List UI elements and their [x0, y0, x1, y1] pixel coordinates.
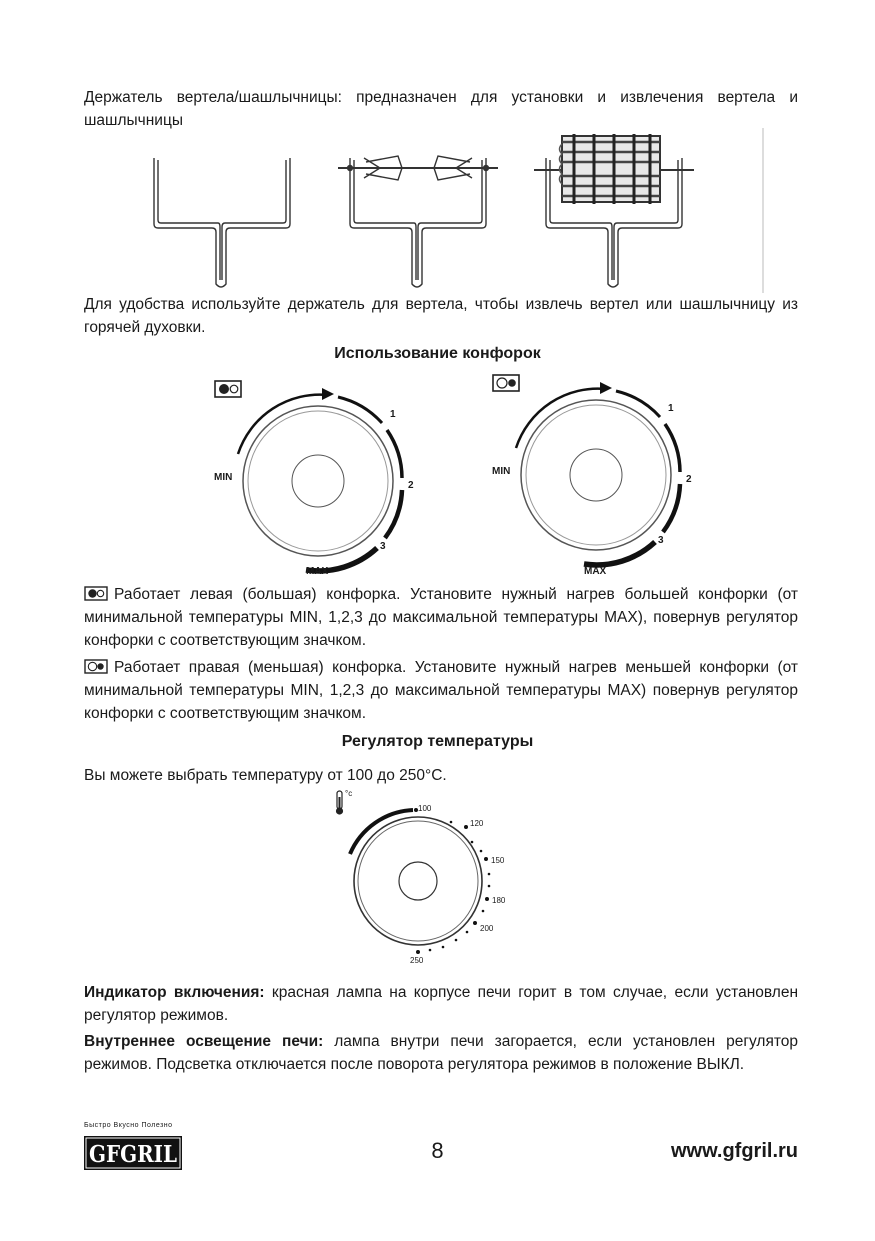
thermostat-tick-250: 250 [410, 956, 424, 965]
website-url: www.gfgril.ru [670, 1140, 798, 1162]
right-dial-max-label: MAX [584, 566, 607, 577]
left-dial-1-label: 1 [390, 409, 396, 420]
left-dial-3-label: 3 [380, 541, 386, 552]
logo-text: GFGRIL [89, 1141, 177, 1168]
holder-with-spit-illustration [338, 156, 498, 287]
left-burner-paragraph [84, 583, 798, 652]
thermostat-tick-180: 180 [492, 896, 506, 905]
thermostat-range-text: Вы можете выбрать температуру от 100 до 250°С. [84, 767, 447, 784]
thermostat-tick-200: 200 [480, 924, 494, 933]
footer-tagline: Быстро Вкусно Полезно [84, 1122, 173, 1129]
spit-holder-diagram [140, 128, 780, 298]
indicator-text: красная лампа на корпусе печи горит в том случае, если установлен регулятор режимов. [84, 984, 799, 1024]
left-burner-inline-icon [84, 586, 108, 601]
lighting-paragraph [84, 1030, 798, 1076]
left-dial-min-label: MIN [214, 472, 233, 483]
right-burner-text: Работает правая (меньшая) конфорка. Установите нужный нагрев меньшей конфорки (от минимальной температуры MIN, 1,2,3 до максимальной температуры MAX) повернув регулятор конфорки с соответствующим значком. [84, 659, 798, 722]
thermostat-heading: Регулятор температуры [341, 733, 534, 750]
right-burner-inline-icon [84, 659, 108, 674]
burners-heading: Использование конфорок [334, 345, 541, 362]
right-burner-paragraph [84, 656, 798, 725]
lighting-label: Внутреннее освещение печи: [84, 1033, 324, 1050]
indicator-label: Индикатор включения: [84, 984, 265, 1001]
thermostat-tick-100: 100 [418, 804, 432, 813]
thermostat-tick-150: 150 [491, 856, 505, 865]
page-number: 8 [431, 1138, 444, 1163]
left-dial-max-label: MAX [306, 566, 329, 577]
left-dial-2-label: 2 [408, 480, 414, 491]
right-dial-2-label: 2 [686, 474, 692, 485]
left-burner-dial [210, 376, 430, 586]
lighting-text: лампа внутри печи загорается, если установлен регулятор режимов. Подсветка отключается после поворота регулятора режимов в положение ВЫКЛ. [84, 1033, 798, 1073]
right-dial-min-label: MIN [492, 466, 511, 477]
thermostat-dial [340, 790, 520, 970]
indicator-paragraph [84, 981, 798, 1027]
holder-description: Держатель вертела/шашлычницы: предназначен для установки и извлечения вертела и шашлычницы [84, 89, 798, 129]
thermostat-unit-label: °c [345, 789, 353, 798]
thermostat-tick-120: 120 [470, 819, 484, 828]
right-dial-3-label: 3 [658, 535, 664, 546]
right-burner-dial [488, 370, 708, 580]
right-dial-1-label: 1 [668, 403, 674, 414]
holder-empty-illustration [154, 158, 290, 287]
left-burner-text: Работает левая (большая) конфорка. Установите нужный нагрев большей конфорки (от минимальной температуры MIN, 1,2,3 до максимальной температуры MAX), повернув регулятор конфорки с соответствующим значком. [84, 586, 798, 649]
holder-with-basket-illustration [534, 134, 694, 287]
holder-usage-text: Для удобства используйте держатель для вертела, чтобы извлечь вертел или шашлычницу из горячей духовки. [84, 296, 798, 336]
